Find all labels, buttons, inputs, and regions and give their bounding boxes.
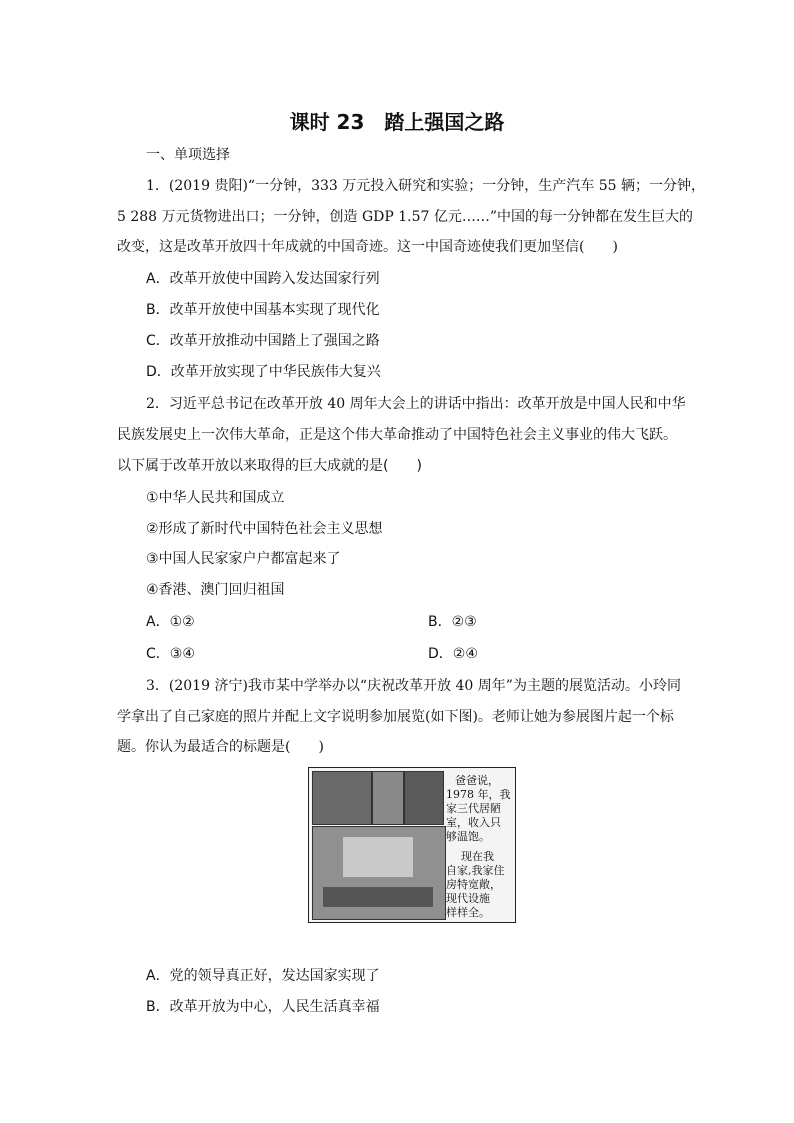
q1-option-c: C．改革开放推动中国踏上了强国之路 — [146, 333, 380, 349]
q2-item-1: ①中华人民共和国成立 — [146, 490, 285, 506]
q2-option-a: A．①② — [146, 614, 195, 630]
q2-stem-line-3: 以下属于改革开放以来取得的巨大成就的是( ) — [117, 458, 422, 474]
q2-item-4: ④香港、澳门回归祖国 — [146, 582, 285, 598]
q1-option-a: A．改革开放使中国跨入发达国家行列 — [146, 271, 380, 287]
caption-bottom-5: 样样全。 — [446, 906, 490, 919]
q2-option-c: C．③④ — [146, 646, 195, 662]
caption-top-2: 1978 年，我 — [446, 788, 511, 801]
caption-top-1: 爸爸说， — [455, 774, 499, 787]
caption-bottom-1: 现在我 — [461, 850, 494, 863]
q3-stem-line-1: 3．(2019 济宁)我市某中学举办以“庆祝改革开放 40 周年”为主题的展览活动。小玲同 — [146, 678, 681, 694]
old-room-photo-3 — [404, 771, 444, 825]
q3-option-b: B．改革开放为中心，人民生活真幸福 — [146, 999, 380, 1015]
caption-bottom-4: 现代设施 — [446, 892, 490, 905]
caption-top-5: 够温饱。 — [446, 830, 490, 843]
q3-stem-line-2: 学拿出了自己家庭的照片并配上文字说明参加展览(如下图)。老师让她为参展图片起一个标 — [117, 709, 674, 725]
q2-item-2: ②形成了新时代中国特色社会主义思想 — [146, 521, 383, 537]
q2-option-b: B．②③ — [428, 614, 477, 630]
q2-stem-line-1: 2．习近平总书记在改革开放 40 周年大会上的讲话中指出：改革开放是中国人民和中华 — [146, 396, 686, 412]
old-room-photo-2 — [372, 771, 404, 825]
section-heading: 一、单项选择 — [146, 147, 230, 163]
q1-stem-line-1: 1．(2019 贵阳)“一分钟，333 万元投入研究和实验；一分钟，生产汽车 55 辆；一分钟， — [146, 178, 705, 194]
q1-stem-line-2: 5 288 万元货物进出口；一分钟，创造 GDP 1.57 亿元……”中国的每一分钟都在发生巨大的 — [117, 209, 694, 225]
caption-top-4: 室，收入只 — [446, 816, 501, 829]
q3-option-a: A．党的领导真正好，发达国家实现了 — [146, 968, 380, 984]
q3-stem-line-3: 题。你认为最适合的标题是( ) — [117, 739, 324, 755]
caption-bottom-2: 自家,我家住 — [446, 864, 505, 877]
family-photo-figure — [308, 767, 516, 923]
q2-item-3: ③中国人民家家户户都富起来了 — [146, 551, 341, 567]
sofa-shape — [323, 887, 433, 907]
q2-option-d: D．②④ — [428, 646, 478, 662]
q2-stem-line-2: 民族发展史上一次伟大革命，正是这个伟大革命推动了中国特色社会主义事业的伟大飞跃。 — [117, 427, 677, 443]
old-room-photo-1 — [312, 771, 372, 825]
modern-home-photo — [312, 826, 446, 920]
caption-bottom-3: 房特宽敞， — [446, 878, 501, 891]
q1-option-b: B．改革开放使中国基本实现了现代化 — [146, 302, 380, 318]
page-title: 课时 23 踏上强国之路 — [289, 110, 505, 134]
q1-option-d: D．改革开放实现了中华民族伟大复兴 — [146, 364, 381, 380]
caption-top-3: 家三代居陋 — [446, 802, 501, 815]
q1-stem-line-3: 改变，这是改革开放四十年成就的中国奇迹。这一中国奇迹使我们更加坚信( ) — [117, 239, 618, 255]
window-shape — [343, 837, 413, 877]
